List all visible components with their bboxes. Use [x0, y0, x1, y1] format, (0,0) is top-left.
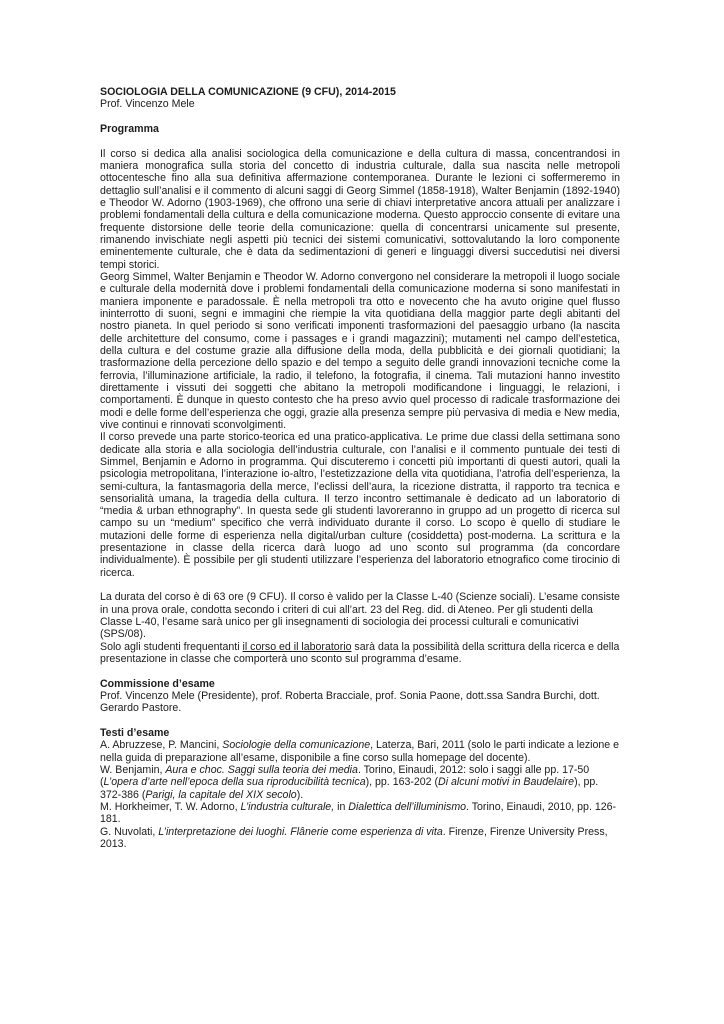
text-segment: ).: [296, 788, 304, 801]
program-paragraph-1: [100, 148, 620, 271]
spacer: [100, 111, 620, 123]
committee-members: [100, 690, 620, 715]
professor-name: Prof. Vincenzo Mele: [100, 98, 195, 111]
text-segment: Sociologie della comunicazione: [222, 739, 371, 752]
spacer: [100, 579, 620, 591]
text-segment: . Torino, Einaudi, 2010, pp. 126-181.: [100, 801, 617, 826]
spacer: [100, 715, 620, 727]
exam-text-abruzzese: [100, 739, 620, 764]
attendance-note-paragraph: [100, 641, 620, 666]
text-segment: W. Benjamin,: [100, 764, 166, 777]
text-segment: il corso ed il laboratorio: [242, 640, 352, 653]
text-segment: Prof. Vincenzo Mele (Presidente), prof. Roberta Bracciale, prof. Sonia Paone, dott.ssa Sandra Burchi, dott. Gerardo Pastore.: [100, 690, 600, 715]
document-body: [100, 86, 620, 850]
exam-text-horkheimer: [100, 801, 620, 826]
text-segment: in: [334, 801, 349, 814]
spacer: [100, 135, 620, 147]
text-segment: ), pp. 372-386 (: [100, 776, 599, 801]
exam-text-benjamin: [100, 764, 620, 801]
text-segment: A. Abruzzese, P. Mancini,: [100, 739, 223, 752]
course-duration-paragraph: [100, 591, 620, 640]
text-segment: L’industria culturale,: [240, 801, 335, 814]
exam-text-nuvolati: [100, 826, 620, 851]
text-segment: La durata del corso è di 63 ore (9 CFU). Il corso è valido per la Classe L-40 (Scienze sociali). L’esame consiste in una prova orale, condotta secondo i criteri di cui all’art. 23 del Reg. did. di Ateneo. Per gli studenti della Classe L-40, l’esame sarà unico per gli insegnamenti di sociologia dei processi culturali e comunicativi (SPS/08).: [100, 591, 620, 641]
program-heading: [100, 123, 620, 135]
text-segment: Aura e choc. Saggi sulla teoria dei media: [165, 764, 358, 777]
spacer: [100, 665, 620, 677]
text-segment: Il corso si dedica alla analisi sociologica della comunicazione e della cultura di massa, concentrandosi in maniera monografica sulla storia del concetto di industria culturale, dalla sua nascita nelle metropoli ottocentesche fino alla sua definitiva affermazione contemporanea. Durante le lezioni ci soffermeremo in dettaglio sull’analisi e il commento di alcuni saggi di Georg Simmel (1858-1918), Walter Benjamin (1892-1940) e Theodor W. Adorno (1903-1969), che offrono una serie di chiavi interpretative ancora attuali per analizzare i problemi fondamentali della cultura e della comunicazione moderna. Questo approccio consente di evitare una frequente distorsione delle teorie della comunicazione: quella di concentrarsi unicamente sul presente, rimanendo invischiate negli aspetti più tecnici dei sistemi comunicativi, sottovalutando la loro componente eminentemente culturale, che è data da sedimentazioni di generi e linguaggi diversi succedutisi nei diversi tempi storici.: [100, 147, 620, 271]
text-segment: L’opera d’arte nell’epoca della sua riproducibilità tecnica: [103, 776, 366, 789]
text-segment: Parigi, la capitale del XIX secolo: [145, 788, 297, 801]
text-segment: Di alcuni motivi in Baudelaire: [438, 776, 575, 789]
document-blocks: [100, 111, 620, 851]
text-segment: Il corso prevede una parte storico-teorica ed una pratico-applicativa. Le prime due classi della settimana sono dedicate alla storia e alla sociologia dell’industria culturale, con l’analisi e il commento puntuale dei testi di Simmel, Benjamin e Adorno in programma. Qui discuteremo i concetti più importanti di questi autori, quali la psicologia metropolitana, l’interazione io-altro, l’estetizzazione della vita quotidiana, l’atrofia dell’esperienza, la semi-cultura, la fantasmagoria della merce, l’eclissi dell’aura, la ricezione distratta, il rapporto tra tecnica e sensorialità umana, la tragedia della cultura. Il terzo incontro settimanale è dedicato ad un laboratorio di “media & urban ethnography”. In questa sede gli studenti lavoreranno in gruppo ad un progetto di ricerca sul campo su un “medium” specifico che verrà individuato durante il corso. Lo scopo è quello di studiare le mutazioni delle forme di esperienza nella digital/urban culture (cosiddetta) post-moderna. La scrittura e la presentazione in classe della ricerca darà luogo ad uno sconto sul programma (da concordare individualmente). È possibile per gli studenti utilizzare l’esperienza del laboratorio etnografico come tirocinio di ricerca.: [100, 431, 620, 579]
text-segment: , Laterza, Bari, 2011 (solo le parti indicate a lezione e nella guida di preparazione all’esame, disponibile a fine corso sulla homepage del docente).: [100, 739, 620, 764]
text-segment: Dialettica dell’illuminismo: [348, 801, 467, 814]
text-segment: ), pp. 163-202 (: [365, 776, 439, 789]
text-segment: G. Nuvolati,: [100, 825, 159, 838]
text-segment: . Torino, Einaudi, 2012: solo i saggi alle pp. 17-50 (: [100, 764, 590, 789]
text-segment: . Firenze, Firenze University Press, 2013.: [100, 825, 608, 851]
text-segment: Commissione d’esame: [100, 677, 215, 690]
text-segment: Testi d’esame: [100, 727, 170, 740]
committee-heading: [100, 678, 620, 690]
program-paragraph-3: [100, 431, 620, 579]
text-segment: M. Horkheimer, T. W. Adorno,: [100, 801, 241, 814]
text-segment: Solo agli studenti frequentanti: [100, 640, 243, 653]
text-segment: L’interpretazione dei luoghi. Flânerie come esperienza di vita: [158, 825, 443, 838]
text-segment: Programma: [100, 122, 159, 135]
course-title: SOCIOLOGIA DELLA COMUNICAZIONE (9 CFU), 2014-2015: [100, 86, 396, 98]
exam-texts-heading: [100, 727, 620, 739]
text-segment: Georg Simmel, Walter Benjamin e Theodor W. Adorno convergono nel considerare la metropoli il luogo sociale e culturale della modernità dove i problemi fondamentali della comunicazione moderna si sono manifestati in maniera imponente e paradossale. È nella metropoli tra otto e novecento che ha avuto origine quel flusso ininterrotto di suoni, segni e immagini che riempie la vita quotidiana della maggior parte degli abitanti del nostro pianeta. In quel periodo si sono verificati imponenti trasformazioni del paesaggio urbano (la nascita delle architetture del consumo, come i passages e i grandi magazzini); mutamenti nel campo dell’estetica, della cultura e del costume grazie alla diffusione della moda, della pubblicità e dei giornali quotidiani; la trasformazione della percezione dello spazio e del tempo a seguito delle grandi innovazioni tecniche come la ferrovia, l’illuminazione artificiale, la radio, il telefono, la fotografia, il cinema. Tali mutazioni hanno investito direttamente i vissuti dei soggetti che abitano la metropoli modificandone i linguaggi, le relazioni, i comportamenti. È dunque in questo contesto che ha preso avvio quel processo di radicale trasformazione dei modi e delle forme dell’esperienza che oggi, grazie alla presenza sempre più pervasiva di media e New media, vive continui e rinnovati sconvolgimenti.: [100, 270, 620, 431]
text-segment: sarà data la possibilità della scrittura della ricerca e della presentazione in classe che comporterà uno sconto sul programma d’esame.: [100, 640, 620, 666]
program-paragraph-2: [100, 271, 620, 431]
